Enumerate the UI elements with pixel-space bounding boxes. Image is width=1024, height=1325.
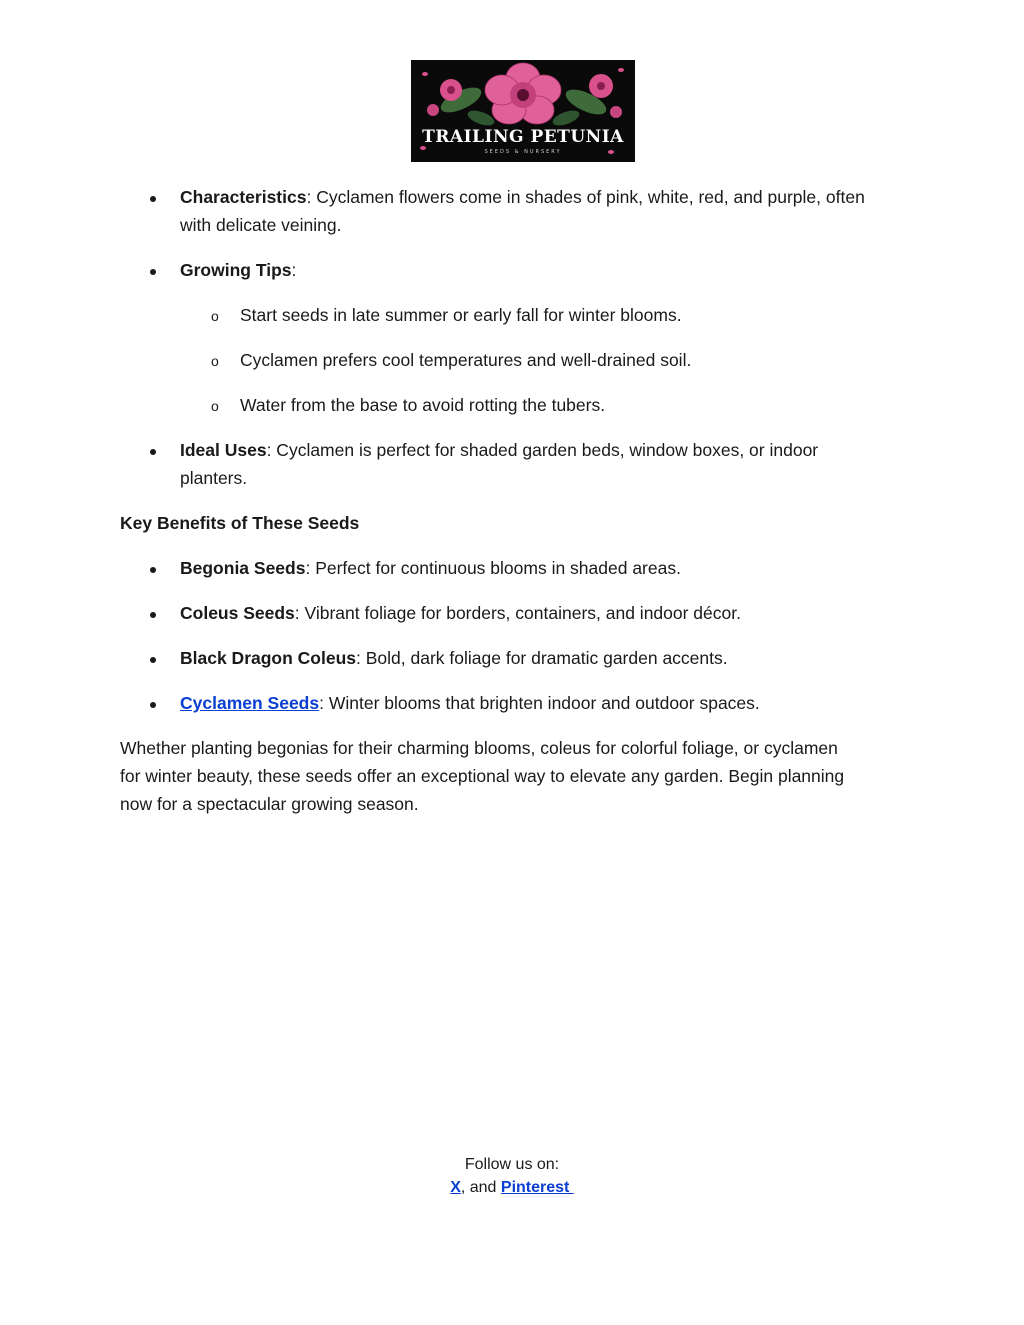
growing-tip-item: Start seeds in late summer or early fall for winter blooms. bbox=[240, 305, 682, 325]
ideal-uses-term: Ideal Uses bbox=[180, 440, 267, 460]
benefit-term: Begonia Seeds bbox=[180, 558, 306, 578]
benefit-item bbox=[180, 644, 728, 672]
bullet-dot bbox=[150, 657, 156, 663]
benefit-term: Black Dragon Coleus bbox=[180, 648, 357, 668]
follow-us-label: Follow us on: bbox=[464, 1156, 560, 1173]
social-separator: , and bbox=[460, 1179, 501, 1196]
sub-bullet: o bbox=[211, 398, 219, 414]
benefit-item bbox=[180, 554, 681, 582]
benefit-item bbox=[180, 689, 760, 717]
logo-title: TRAILING PETUNIA bbox=[422, 127, 624, 147]
characteristics-term: Characteristics bbox=[180, 187, 307, 207]
trailing-petunia-logo bbox=[411, 60, 635, 162]
ideal-uses-line-2: planters. bbox=[180, 468, 248, 488]
bullet-dot bbox=[150, 702, 156, 708]
growing-tips-term: Growing Tips bbox=[180, 260, 292, 280]
characteristics-line-1 bbox=[180, 183, 865, 211]
social-links bbox=[0, 1176, 1024, 1199]
benefit-item bbox=[180, 599, 741, 627]
closing-paragraph-line-1: Whether planting begonias for their charming blooms, coleus for colorful foliage, or cyclamen bbox=[120, 738, 838, 758]
closing-paragraph-line-2: for winter beauty, these seeds offer an exceptional way to elevate any garden. Begin planning bbox=[120, 766, 845, 786]
bullet-dot bbox=[150, 612, 156, 618]
growing-tip-item: Cyclamen prefers cool temperatures and well-drained soil. bbox=[240, 350, 692, 370]
bullet-dot bbox=[150, 567, 156, 573]
benefit-text: : Vibrant foliage for borders, containers, and indoor décor. bbox=[294, 603, 741, 623]
growing-tips-colon: : bbox=[291, 260, 297, 280]
x-link[interactable]: X bbox=[450, 1179, 461, 1196]
cyclamen-seeds-link[interactable]: Cyclamen Seeds bbox=[180, 693, 320, 713]
ideal-uses-line-1 bbox=[180, 436, 818, 464]
characteristics-text: : Cyclamen flowers come in shades of pink, white, red, and purple, often bbox=[306, 187, 865, 207]
benefit-text: : Winter blooms that brighten indoor and outdoor spaces. bbox=[319, 693, 760, 713]
sub-bullet: o bbox=[211, 353, 219, 369]
growing-tips-line bbox=[180, 256, 296, 284]
benefit-term: Coleus Seeds bbox=[180, 603, 295, 623]
pinterest-link[interactable]: Pinterest bbox=[500, 1179, 574, 1196]
ideal-uses-text: : Cyclamen is perfect for shaded garden beds, window boxes, or indoor bbox=[266, 440, 819, 460]
benefit-text: : Perfect for continuous blooms in shaded areas. bbox=[305, 558, 681, 578]
logo-subtitle: SEEDS & NURSERY bbox=[484, 149, 562, 155]
sub-bullet: o bbox=[211, 308, 219, 324]
characteristics-line-2: with delicate veining. bbox=[180, 215, 342, 235]
closing-paragraph-line-3: now for a spectacular growing season. bbox=[120, 794, 419, 814]
bullet-dot bbox=[150, 269, 156, 275]
growing-tip-item: Water from the base to avoid rotting the tubers. bbox=[240, 395, 606, 415]
bullet-dot bbox=[150, 449, 156, 455]
section-heading: Key Benefits of These Seeds bbox=[120, 513, 360, 533]
benefit-text: : Bold, dark foliage for dramatic garden accents. bbox=[356, 648, 728, 668]
bullet-dot bbox=[150, 196, 156, 202]
